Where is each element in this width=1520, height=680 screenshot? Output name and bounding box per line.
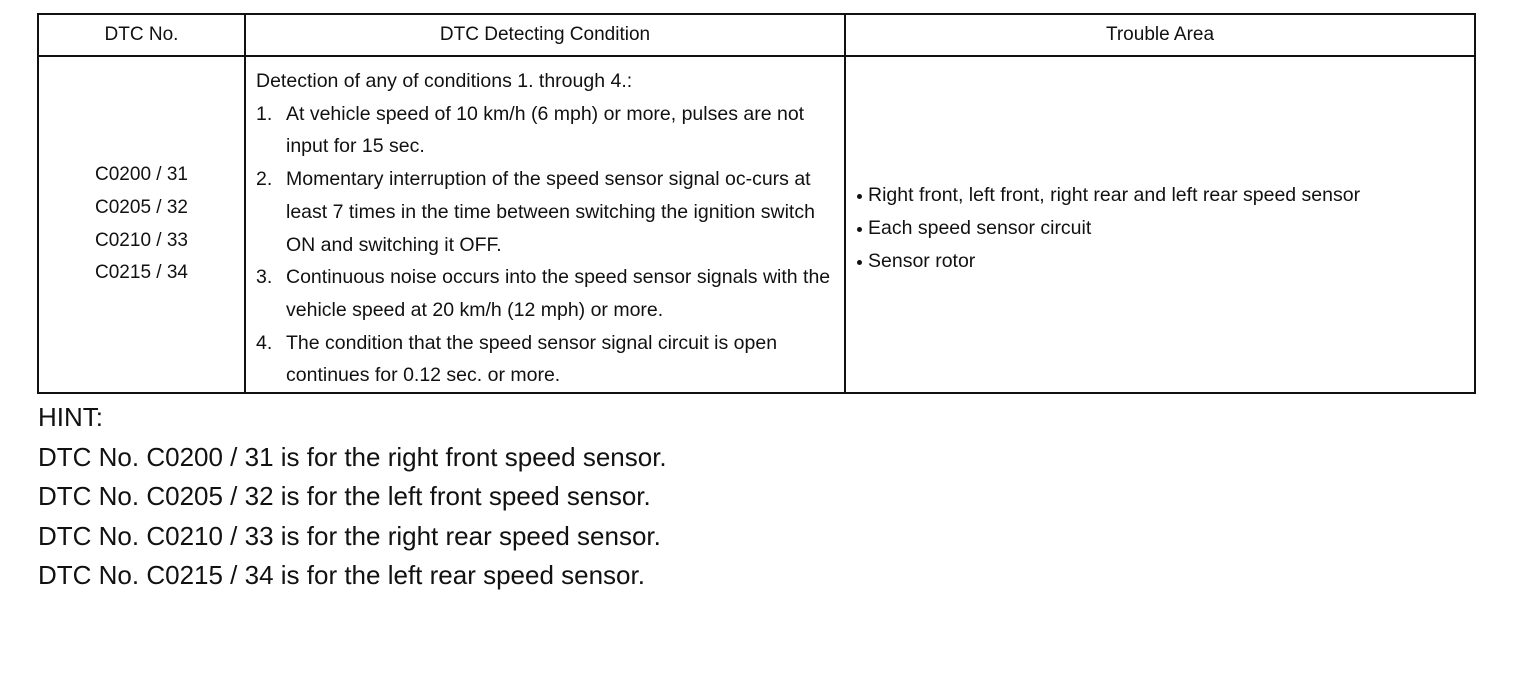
trouble-area-item: Each speed sensor circuit [856, 212, 1468, 245]
dtc-table [37, 13, 1476, 394]
trouble-area-item: Sensor rotor [856, 245, 1468, 278]
condition-text: Continuous noise occurs into the speed sensor signals with the vehicle speed at 20 km/h (12 mph) or more. [286, 266, 831, 321]
condition-number: 4. [256, 331, 273, 354]
condition-list [256, 98, 838, 392]
dtc-code: C0205 / 32 [95, 196, 188, 218]
header-detecting-condition: DTC Detecting Condition [245, 14, 845, 56]
condition-intro: Detection of any of conditions 1. through 4.: [256, 70, 633, 92]
table-header-row [38, 14, 1475, 56]
trouble-area-item: Right front, left front, right rear and left rear speed sensor [856, 179, 1468, 212]
table-row [38, 56, 1475, 393]
dtc-code: C0215 / 34 [95, 262, 188, 284]
condition-number: 2. [256, 168, 273, 191]
header-dtc-no: DTC No. [38, 14, 245, 56]
trouble-area-cell [845, 56, 1475, 393]
hint-line: DTC No. C0200 / 31 is for the right front speed sensor. [38, 441, 667, 472]
condition-number: 3. [256, 266, 273, 289]
condition-number: 1. [256, 102, 273, 125]
trouble-area-list [856, 179, 1468, 278]
dtc-codes-cell [38, 56, 245, 393]
hint-section [38, 398, 667, 596]
detecting-condition-cell [245, 56, 845, 393]
hint-line: DTC No. C0205 / 32 is for the left front speed sensor. [38, 481, 651, 511]
condition-item [256, 163, 838, 261]
hint-line: DTC No. C0215 / 34 is for the left rear speed sensor. [38, 560, 645, 590]
condition-item [256, 261, 838, 326]
hint-line: DTC No. C0210 / 33 is for the right rear speed sensor. [38, 520, 661, 551]
dtc-code: C0200 / 31 [95, 164, 188, 186]
condition-item [256, 327, 838, 392]
condition-text: At vehicle speed of 10 km/h (6 mph) or more, pulses are not input for 15 sec. [286, 102, 805, 158]
hint-title: HINT: [38, 402, 103, 432]
dtc-code: C0210 / 33 [95, 229, 188, 251]
condition-text: The condition that the speed sensor signal circuit is open continues for 0.12 sec. or more. [286, 331, 778, 387]
condition-text: Momentary interruption of the speed sensor signal oc-curs at least 7 times in the time between switching the ignition switch ON and switching it OFF. [286, 168, 815, 256]
header-trouble-area: Trouble Area [845, 14, 1475, 56]
condition-item [256, 98, 838, 163]
